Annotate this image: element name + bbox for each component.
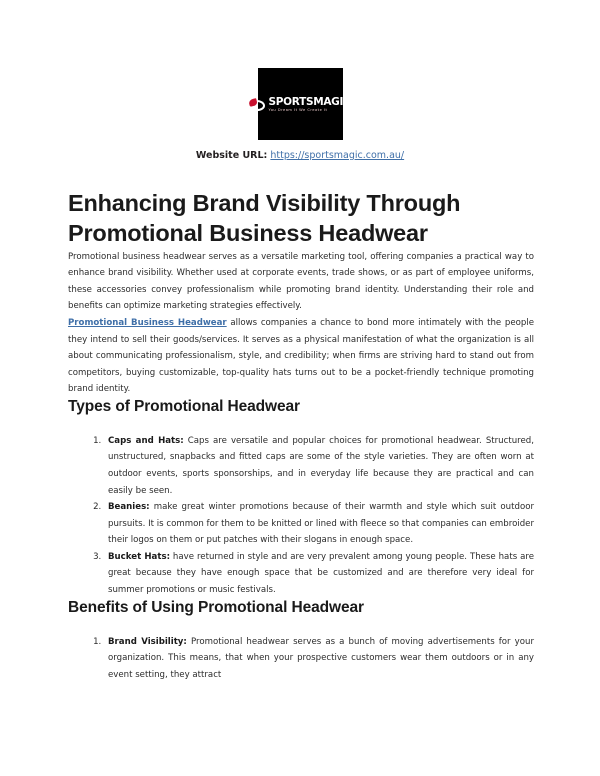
list-item-text: Promotional headwear serves as a bunch of moving advertisements for your organization. This means, that when your prospective customers wear them outdoors or in any event setting, they attract bbox=[108, 636, 535, 680]
logo-tagline: You Dream It We Create It bbox=[268, 108, 328, 113]
document-content bbox=[0, 188, 600, 683]
list-item-text: make great winter promotions because of their warmth and style which suit outdoor pursuits. It is common for them to be knitted or lined with fleece so that companies can embroider their logos on them or put patches with their slogans in enough space. bbox=[108, 502, 534, 546]
website-url-line bbox=[0, 150, 600, 161]
intro-paragraph: Promotional business headwear serves as a versatile marketing tool, offering companies a practical way to enhance brand visibility. Whether used at corporate events, trade shows, or as part of employee uniforms, these accessories convey professionalism while promoting brand identity. Understanding their role and benefits can optimize marketing strategies effectively. bbox=[68, 251, 534, 312]
logo-container bbox=[0, 0, 600, 140]
swoosh-flame-icon bbox=[249, 99, 266, 112]
promotional-business-headwear-link[interactable]: Promotional Business Headwear bbox=[68, 317, 227, 328]
section-heading-types: Types of Promotional Headwear bbox=[68, 397, 300, 415]
list-item bbox=[104, 499, 534, 549]
list-item-text: Caps are versatile and popular choices for promotional headwear. Structured, unstructured, snapbacks and fitted caps are some of the style varieties. They are often worn at outdoor events, sports sponsorships, and in everyday life because they are practical and can easily be seen. bbox=[108, 435, 534, 496]
list-item-term: Bucket Hats: bbox=[108, 551, 171, 562]
second-paragraph bbox=[68, 315, 534, 398]
types-list bbox=[68, 433, 534, 599]
list-item-text: have returned in style and are very prevalent among young people. These hats are great because they have enough space that be customized and are therefore very ideal for summer promotions or music festivals. bbox=[108, 551, 534, 596]
logo-inner bbox=[249, 97, 350, 113]
list-item bbox=[104, 634, 534, 684]
logo-text bbox=[268, 97, 350, 113]
second-paragraph-text: allows companies a chance to bond more intimately with the people they intend to sell their goods/services. It serves as a physical manifestation of what the organization is all about communicating professionalism, style, and credibility; when firms are striving hard to stand out from competitors, buying customizable, top-quality hats turns out to be a pocket-friendly technique promoting brand identity. bbox=[68, 317, 534, 395]
sportsmagic-logo bbox=[258, 68, 351, 140]
logo-brand-name: SPORTSMAGIC bbox=[268, 95, 351, 108]
website-url-label: Website URL: bbox=[195, 150, 268, 161]
page-title: Enhancing Brand Visibility Through Promotional Business Headwear bbox=[68, 190, 461, 247]
benefits-list bbox=[68, 634, 534, 684]
list-item bbox=[104, 433, 534, 499]
list-item-term: Brand Visibility: bbox=[108, 636, 187, 647]
list-item-term: Beanies: bbox=[108, 502, 150, 513]
section-heading-benefits: Benefits of Using Promotional Headwear bbox=[68, 598, 364, 616]
list-item bbox=[104, 549, 534, 599]
list-item-term: Caps and Hats: bbox=[108, 435, 184, 446]
website-url-link[interactable]: https://sportsmagic.com.au/ bbox=[270, 150, 405, 161]
